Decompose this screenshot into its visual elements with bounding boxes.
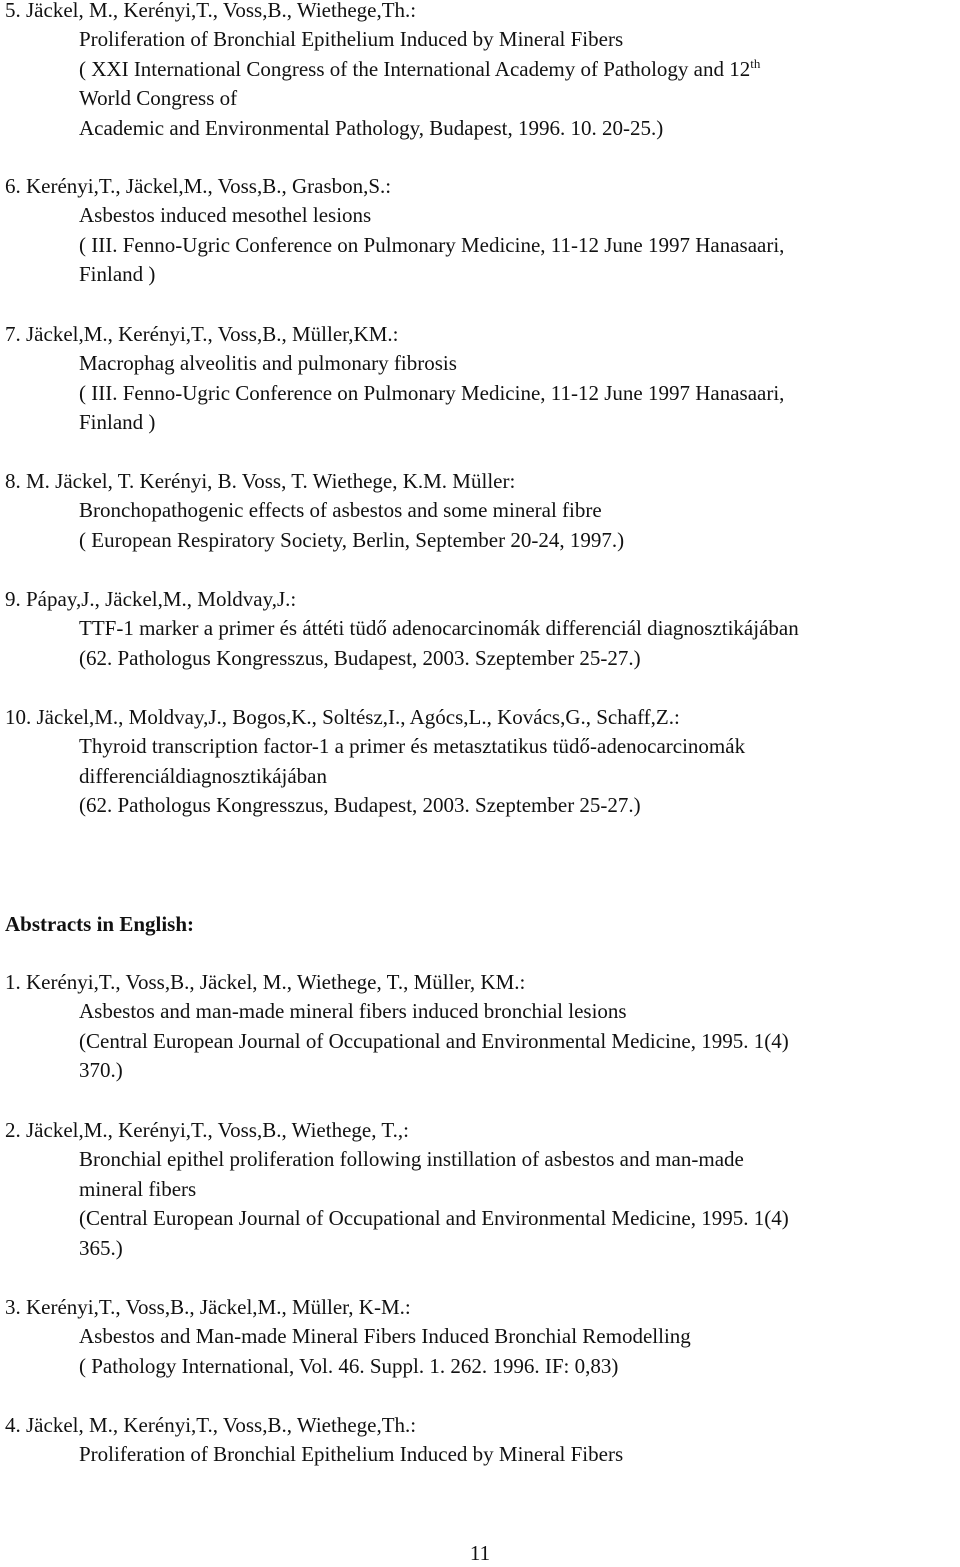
entry-title: TTF-1 marker a primer és áttéti tüdő adenocarcinomák differenciál diagnosztikájában <box>79 616 799 641</box>
entry-title: Proliferation of Bronchial Epithelium Induced by Mineral Fibers <box>79 1442 624 1467</box>
entry-venue-line: 365.) <box>79 1235 123 1260</box>
entry-venue-line: ( European Respiratory Society, Berlin, September 20-24, 1997.) <box>79 527 625 552</box>
entry-venue-line: ( III. Fenno-Ugric Conference on Pulmonary Medicine, 11-12 June 1997 Hanasaari, <box>79 380 785 405</box>
entry-venue-line: Finland ) <box>79 410 156 435</box>
ordinal-superscript: th <box>750 55 761 71</box>
entry-venue-line: (Central European Journal of Occupational and Environmental Medicine, 1995. 1(4) <box>79 1028 789 1053</box>
entry-title: Proliferation of Bronchial Epithelium Induced by Mineral Fibers <box>79 27 624 52</box>
entry-authors: 7. Jäckel,M., Kerényi,T., Voss,B., Müller,KM.: <box>5 322 399 346</box>
page-number: 11 <box>469 1541 491 1565</box>
abstract-entry-1 <box>5 968 960 1086</box>
abstract-entry-2 <box>5 1116 960 1263</box>
entry-title: Thyroid transcription factor-1 a primer és metasztatikus tüdő-adenocarcinomák <box>79 734 746 759</box>
entry-title: mineral fibers <box>79 1176 197 1201</box>
entry-title: differenciáldiagnosztikájában <box>79 763 328 788</box>
entry-authors: 10. Jäckel,M., Moldvay,J., Bogos,K., Soltész,I., Agócs,L., Kovács,G., Schaff,Z.: <box>5 705 680 729</box>
entry-authors: 2. Jäckel,M., Kerényi,T., Voss,B., Wiethege, T.,: <box>5 1118 409 1142</box>
conference-entry-5 <box>5 0 960 143</box>
abstract-entry-4 <box>5 1411 960 1470</box>
entry-venue-line <box>5 55 960 84</box>
entry-venue-line: (62. Pathologus Kongresszus, Budapest, 2003. Szeptember 25-27.) <box>79 645 641 670</box>
entry-venue-text: ( XXI International Congress of the International Academy of Pathology and 12 <box>79 56 751 81</box>
entry-authors: 5. Jäckel, M., Kerényi,T., Voss,B., Wiethege,Th.: <box>5 0 417 22</box>
entry-venue-line: ( Pathology International, Vol. 46. Suppl. 1. 262. 1996. IF: 0,83) <box>79 1353 619 1378</box>
section-heading: Abstracts in English: <box>5 912 195 936</box>
entry-authors: 8. M. Jäckel, T. Kerényi, B. Voss, T. Wiethege, K.M. Müller: <box>5 469 516 493</box>
entry-title: Asbestos and Man-made Mineral Fibers Induced Bronchial Remodelling <box>79 1324 691 1349</box>
conference-entry-7 <box>5 320 960 438</box>
entry-venue-line: (62. Pathologus Kongresszus, Budapest, 2003. Szeptember 25-27.) <box>79 793 641 818</box>
entry-title: Asbestos and man-made mineral fibers induced bronchial lesions <box>79 999 627 1024</box>
entry-authors: 3. Kerényi,T., Voss,B., Jäckel,M., Müller, K-M.: <box>5 1295 411 1319</box>
entry-authors: 9. Pápay,J., Jäckel,M., Moldvay,J.: <box>5 587 297 611</box>
entry-title: Asbestos induced mesothel lesions <box>79 203 372 228</box>
entry-venue-line: 370.) <box>79 1058 123 1083</box>
conference-entry-9 <box>5 585 960 673</box>
entry-authors: 4. Jäckel, M., Kerényi,T., Voss,B., Wiethege,Th.: <box>5 1413 417 1437</box>
entry-authors: 1. Kerényi,T., Voss,B., Jäckel, M., Wiethege, T., Müller, KM.: <box>5 970 526 994</box>
entry-venue-line: (Central European Journal of Occupational and Environmental Medicine, 1995. 1(4) <box>79 1206 789 1231</box>
entry-title: Bronchial epithel proliferation following instillation of asbestos and man-made <box>79 1147 744 1172</box>
entry-title: Macrophag alveolitis and pulmonary fibrosis <box>79 351 457 376</box>
abstract-entry-3 <box>5 1293 960 1381</box>
entry-title: Bronchopathogenic effects of asbestos and some mineral fibre <box>79 498 602 523</box>
conference-entry-8 <box>5 467 960 555</box>
conference-entry-6 <box>5 172 960 290</box>
entry-venue-line: World Congress of <box>79 86 238 111</box>
entry-venue-line: ( III. Fenno-Ugric Conference on Pulmonary Medicine, 11-12 June 1997 Hanasaari, <box>79 232 785 257</box>
entry-venue-line: Academic and Environmental Pathology, Budapest, 1996. 10. 20-25.) <box>79 115 664 140</box>
entry-authors: 6. Kerényi,T., Jäckel,M., Voss,B., Grasbon,S.: <box>5 174 392 198</box>
entry-venue-line: Finland ) <box>79 262 156 287</box>
conference-entry-10 <box>5 703 960 821</box>
